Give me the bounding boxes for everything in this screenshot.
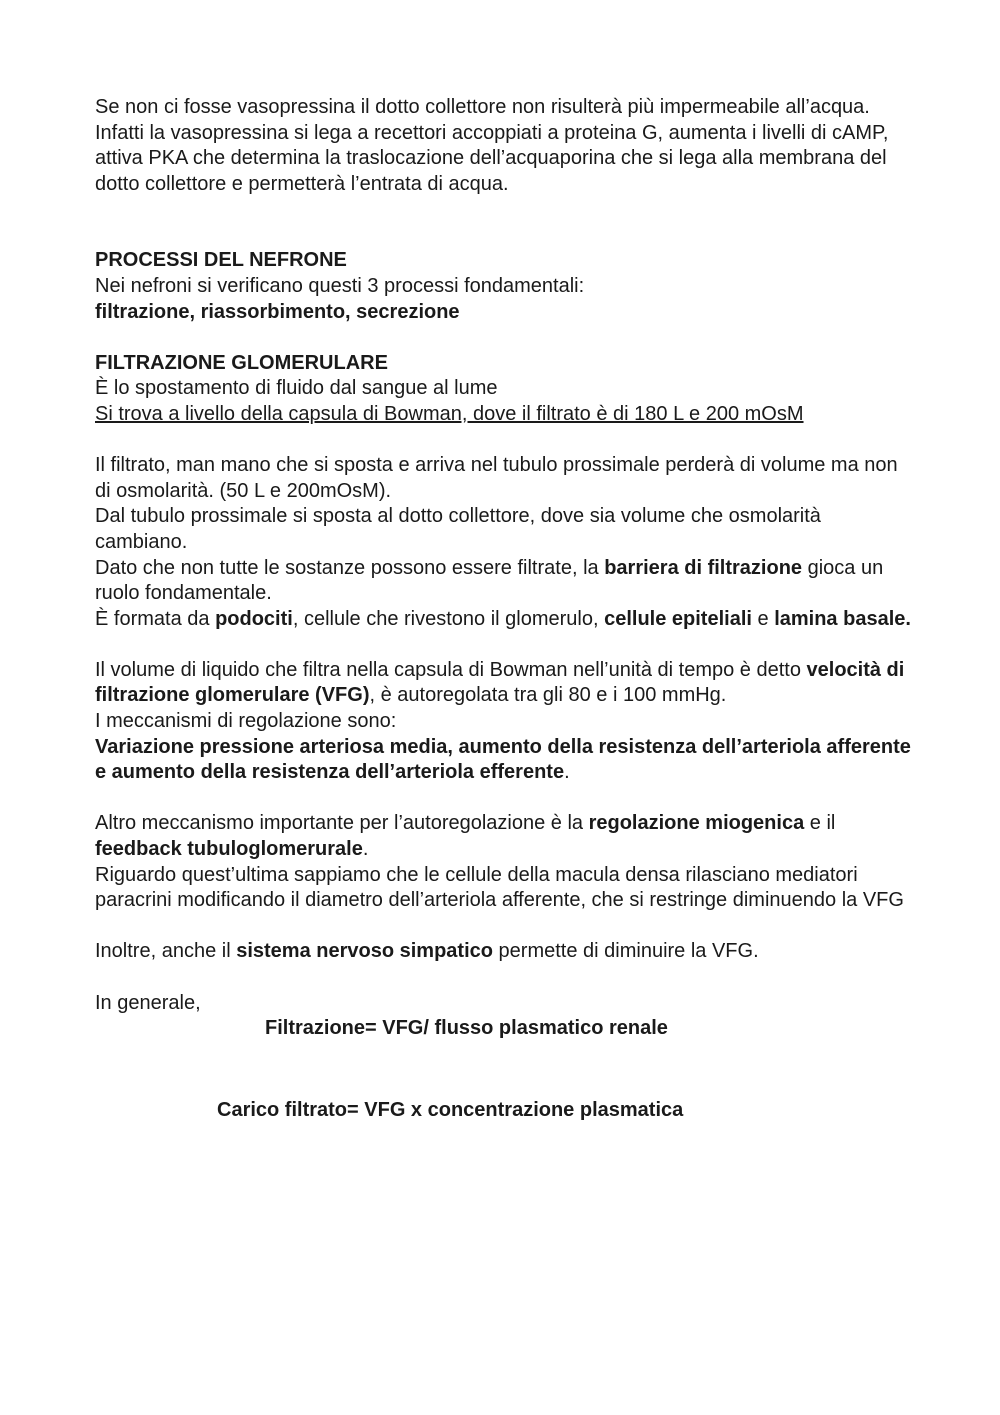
text-run: Il volume di liquido che filtra nella capsula di Bowman nell’unità di tempo è detto [95,658,807,681]
filtrato-paragraph-2: Dal tubulo prossimale si sposta al dotto collettore, dove sia volume che osmolarità cambiano. [95,505,821,553]
vfg-paragraph-2: I meccanismi di regolazione sono: [95,710,397,733]
bold-term: Variazione pressione arteriosa media, aumento della resistenza dell’arteriola afferente e aumento della resistenza dell’arteriola efferente [95,735,911,784]
document-page [95,95,915,1123]
intro-paragraph-1: Se non ci fosse vasopressina il dotto collettore non risulterà più impermeabile all’acqua. [95,96,870,118]
text-run: e [751,607,775,630]
text-run: Dato che non tutte le sostanze possono essere filtrate, la [95,556,605,579]
text-run: Altro meccanismo importante per l’autoregolazione è la [95,812,589,835]
generale-intro: In generale, [95,991,201,1014]
text-run: , cellule che rivestono il glomerulo, [292,607,605,630]
text-run: . [362,838,369,861]
spacer [95,786,915,812]
bold-term: sistema nervoso simpatico [236,940,493,963]
filtrazione-definition: È lo spostamento di fluido dal sangue al lume [95,377,498,400]
section-heading-filtrazione: FILTRAZIONE GLOMERULARE [95,351,388,374]
text-run: È formata da [95,607,216,630]
spacer [95,914,915,940]
bold-term: podociti [215,607,293,630]
filtrato-paragraph-4 [95,607,915,633]
spacer [95,428,915,454]
spacer [95,197,915,248]
formula-carico-filtrato: Carico filtrato= VFG x concentrazione plasmatica [217,1098,684,1121]
text-run: permette di diminuire la VFG. [492,940,759,963]
bold-term: cellule epiteliali [604,607,752,630]
processi-text: Nei nefroni si verificano questi 3 processi fondamentali: [95,274,585,297]
filtrato-paragraph-1: Il filtrato, man mano che si sposta e arriva nel tubulo prossimale perderà di volume ma non di osmolarità. (50 L e 200mOsM). [95,454,898,502]
spacer [95,965,915,991]
vfg-paragraph-3 [95,735,915,786]
underlined-text: Si trova a livello della capsula di Bowman, dove il filtrato è di 180 L e 200 mOsM [95,402,804,425]
bold-term: velocità di filtrazione glomerulare (VFG) [95,658,905,707]
bold-term: regolazione miogenica [588,812,805,835]
spacer [95,632,915,658]
section-heading-processi: PROCESSI DEL NEFRONE [95,249,347,272]
text-run: gioca un ruolo fondamentale. [95,556,884,605]
intro-paragraph-2: Infatti la vasopressina si lega a recettori accoppiati a proteina G, aumenta i livelli di cAMP, attiva PKA che determina la traslocazione dell’acquaporina che si lega alla membrana del dotto collettore e permetterà l’entrata di acqua. [95,121,889,195]
processi-list: filtrazione, riassorbimento, secrezione [95,300,460,323]
filtrato-paragraph-3 [95,556,915,607]
vfg-paragraph-1 [95,658,915,709]
text-run: . [564,761,570,784]
text-run: e il [804,812,836,835]
altro-paragraph-1 [95,811,915,862]
filtrazione-underlined-note [95,402,915,428]
bold-term: lamina basale. [774,607,911,630]
bold-term: feedback tubuloglomerurale [95,838,363,861]
formula-filtrazione: Filtrazione= VFG/ flusso plasmatico renale [265,1017,668,1040]
simpatico-paragraph [95,939,915,965]
spacer [95,325,915,351]
text-run: Inoltre, anche il [95,940,237,963]
text-run: , è autoregolata tra gli 80 e i 100 mmHg. [369,684,727,707]
altro-paragraph-2: Riguardo quest’ultima sappiamo che le cellule della macula densa rilasciano mediatori paracrini modificando il diametro dell’arteriola afferente, che si restringe diminuendo la VFG [95,863,904,912]
bold-term: barriera di filtrazione [604,556,803,579]
